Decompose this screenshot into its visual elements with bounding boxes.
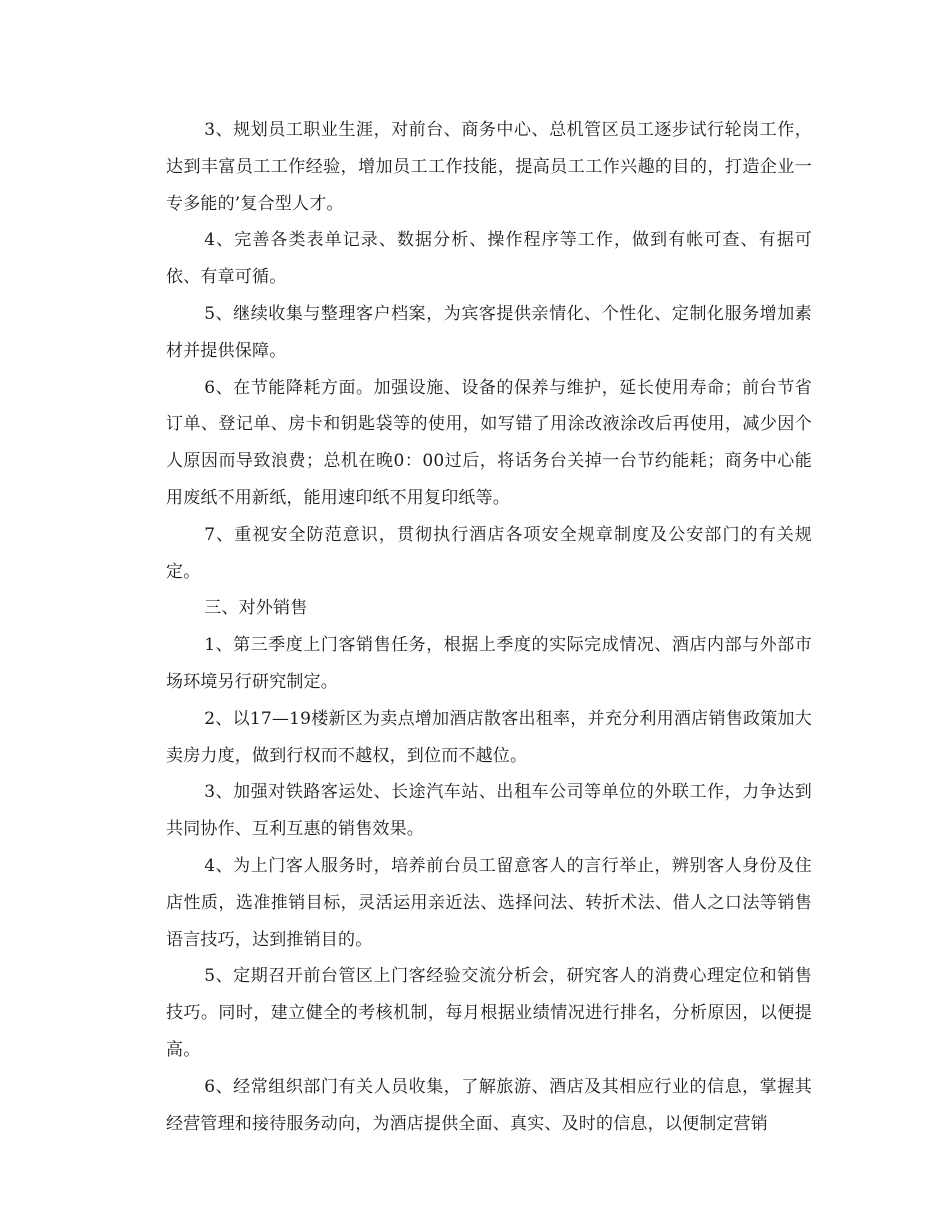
paragraph-sales-5: 5、定期召开前台管区上门客经验交流分析会，研究客人的消费心理定位和销售技巧。同时，建立健全的考核机制，每月根据业绩情况进行排名，分析原因，以便提高。 [166,966,812,1060]
document-body [166,112,812,1142]
paragraph-3-job-rotation: 3、规划员工职业生涯，对前台、商务中心、总机管区员工逐步试行轮岗工作，达到丰富员工工作经验，增加员工工作技能，提高员工工作兴趣的目的，打造企业一专多能的’复合型人才。 [166,120,812,214]
paragraph-sales-2: 2、以17—19楼新区为卖点增加酒店散客出租率，并充分利用酒店销售政策加大卖房力度，做到行权而不越权，到位而不越位。 [166,708,812,766]
paragraph-6-energy-saving: 6、在节能降耗方面。加强设施、设备的保养与维护，延长使用寿命；前台节省订单、登记单、房卡和钥匙袋等的使用，如写错了用涂改液涂改后再使用，减少因个人原因而导致浪费；总机在晚0：00过后，将话务台关掉一台节约能耗；商务中心能用废纸不用新纸，能用速印纸不用复印纸等。 [166,377,812,508]
paragraph-sales-6: 6、经常组织部门有关人员收集，了解旅游、酒店及其相应行业的信息，掌握其经营管理和接待服务动向，为酒店提供全面、真实、及时的信息，以便制定营销 [166,1076,812,1134]
section-heading-external-sales: 三、对外销售 [204,598,308,619]
paragraph-sales-4: 4、为上门客人服务时，培养前台员工留意客人的言行举止，辨别客人身份及住店性质，选准推销目标，灵活运用亲近法、选择问法、转折术法、借人之口法等销售语言技巧，达到推销目的。 [166,855,812,950]
paragraph-sales-1: 1、第三季度上门客销售任务，根据上季度的实际完成情况、酒店内部与外部市场环境另行研究制定。 [166,635,812,692]
paragraph-7-safety: 7、重视安全防范意识，贯彻执行酒店各项安全规章制度及公安部门的有关规定。 [166,524,812,582]
paragraph-4-records: 4、完善各类表单记录、数据分析、操作程序等工作，做到有帐可查、有据可依、有章可循。 [166,230,812,288]
paragraph-5-customer-files: 5、继续收集与整理客户档案，为宾客提供亲情化、个性化、定制化服务增加素材并提供保障。 [166,303,812,361]
paragraph-sales-3: 3、加强对铁路客运处、长途汽车站、出租车公司等单位的外联工作，力争达到共同协作、互利互惠的销售效果。 [166,782,812,840]
